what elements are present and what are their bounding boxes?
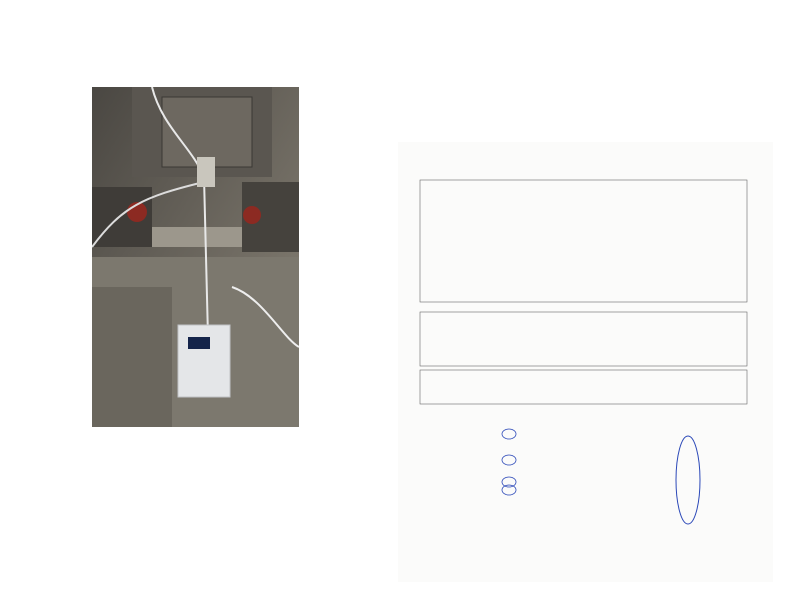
report-caption (388, 96, 748, 120)
cylinder-report (398, 142, 773, 582)
highlight-mark (502, 477, 516, 487)
vibro-chart (420, 312, 747, 366)
pressure-chart (420, 180, 747, 302)
aux-chart (420, 370, 747, 404)
fi-inj-highlight (676, 436, 700, 524)
engine-photo (92, 87, 299, 427)
highlight-mark (502, 455, 516, 465)
highlight-mark (502, 485, 516, 495)
slide-title (0, 2, 800, 48)
highlight-mark (502, 429, 516, 439)
